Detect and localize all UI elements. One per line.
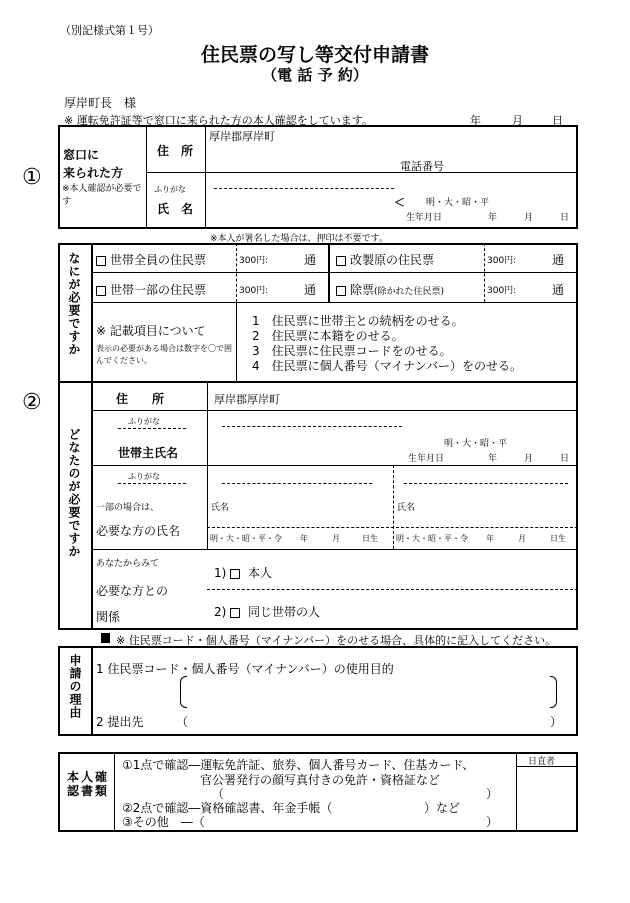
id-docs-line5-close: ） xyxy=(486,815,499,829)
section1-box xyxy=(58,125,578,229)
partial2-day: 日生 xyxy=(550,534,566,543)
visitor-era-bracket: ＜ xyxy=(394,196,405,209)
record-note: 表示の必要がある場合は数字を〇で囲んでください。 xyxy=(96,344,232,365)
partial2-year: 年 xyxy=(486,534,494,543)
id-notice: ※ 運転免許証等で窓口に来られた方の本人確認をしています。 xyxy=(64,114,373,127)
date-year: 年 xyxy=(470,114,481,127)
relation-label-1: あなたからみて xyxy=(96,559,160,569)
item-all-household-unit: 通 xyxy=(304,253,317,267)
who-address-label: 住 所 xyxy=(116,392,165,406)
date-month: 月 xyxy=(512,114,523,127)
householder-era-options[interactable]: 明・大・昭・平 xyxy=(444,439,508,449)
submit-paren-close: ） xyxy=(550,715,563,729)
partial1-month: 月 xyxy=(332,534,340,543)
householder-birth-day: 日 xyxy=(560,454,570,464)
id-docs-line5: ③その他 ―（ xyxy=(122,815,205,829)
section2-number: ② xyxy=(22,390,42,415)
submit-paren-open: （ xyxy=(176,715,189,729)
item-all-household-fee: 300円: xyxy=(239,256,269,266)
id-docs-line2: 官公署発行の顔写真付きの免許・資格証など xyxy=(200,773,441,787)
item-partial-household-unit: 通 xyxy=(304,283,317,297)
visitor-birth-day: 日 xyxy=(560,213,570,223)
item-removed-fee: 300円: xyxy=(487,286,517,296)
reason-purpose: 1 住民票コード・個人番号（マイナンバー）の使用目的 xyxy=(96,662,394,676)
record-heading: ※ 記載項目について xyxy=(96,324,206,338)
partial1-day: 日生 xyxy=(362,534,378,543)
partial-name1-label: 氏名 xyxy=(211,503,230,513)
form-title: 住民票の写し等交付申請書 xyxy=(200,44,429,66)
visitor-address-value[interactable]: 厚岸郡厚岸町 xyxy=(209,130,275,143)
code-note: ※ 住民票コード・個人番号（マイナンバー）をのせる場合、具体的に記入してください。 xyxy=(116,634,557,647)
visitor-id-note: ※本人確認が必要です xyxy=(62,184,142,207)
what-heading: なにが必要ですか xyxy=(67,252,81,356)
item-partial-household[interactable]: 世帯一部の住民票 xyxy=(96,281,206,298)
id-docs-line3-open: （ xyxy=(212,787,225,801)
addressee: 厚岸町長 様 xyxy=(64,96,137,110)
item-partial-household-fee: 300円: xyxy=(239,286,269,296)
checkbox-self[interactable] xyxy=(230,569,240,579)
visitor-heading-2: 来られた方 xyxy=(63,166,124,180)
purpose-bracket-left xyxy=(180,676,187,708)
who-address-value[interactable]: 厚岸郡厚岸町 xyxy=(214,393,280,406)
id-docs-line4-close: ）など xyxy=(424,801,461,815)
partial-label-2: 必要な方の氏名 xyxy=(96,524,181,538)
record-option-4[interactable]: 4 住民票に個人番号（マイナンバー）をのせる。 xyxy=(252,359,522,373)
record-option-1[interactable]: 1 住民票に世帯主との続柄をのせる。 xyxy=(252,314,464,328)
checkbox-original[interactable] xyxy=(336,256,346,266)
date-day: 日 xyxy=(552,114,563,127)
partial2-month: 月 xyxy=(518,534,526,543)
visitor-name-label: 氏 名 xyxy=(157,202,194,216)
checkbox-partial-household[interactable] xyxy=(96,286,106,296)
partial2-era-options[interactable]: 明・大・昭・平・令 xyxy=(396,534,468,543)
checkbox-all-household[interactable] xyxy=(96,256,106,266)
form-subtitle: （電 話 予 約） xyxy=(262,66,368,84)
section1-number: ① xyxy=(22,165,42,190)
reason-heading: 申請の理由 xyxy=(68,654,82,719)
id-docs-line3-close: ） xyxy=(486,787,499,801)
duty-label: 日直者 xyxy=(528,757,556,767)
visitor-era-options[interactable]: 明・大・昭・平 xyxy=(426,198,490,208)
partial1-year: 年 xyxy=(300,534,308,543)
visitor-birth-month: 月 xyxy=(524,213,534,223)
visitor-furigana-label: ふりがな xyxy=(154,185,186,194)
reason-submit-to: 2 提出先 xyxy=(96,715,144,729)
visitor-birth-year: 年 xyxy=(488,213,498,223)
seal-note: ※本人が署名した場合は、押印は不要です。 xyxy=(210,234,388,244)
item-all-household[interactable]: 世帯全員の住民票 xyxy=(96,251,206,268)
purpose-bracket-right xyxy=(550,676,557,708)
relation-option-self[interactable]: 1) 本人 xyxy=(214,566,272,580)
id-docs-heading: 本人確認書類 xyxy=(66,770,109,798)
note-marker-icon xyxy=(101,633,110,643)
item-removed-unit: 通 xyxy=(552,283,565,297)
record-option-2[interactable]: 2 住民票に本籍をのせる。 xyxy=(252,329,404,343)
relation-label-3: 関係 xyxy=(96,610,121,624)
visitor-address-label: 住 所 xyxy=(157,144,194,158)
record-option-3[interactable]: 3 住民票に住民票コードをのせる。 xyxy=(252,344,452,358)
householder-birth-label: 生年月日 xyxy=(408,454,445,464)
partial-label-1: 一部の場合は、 xyxy=(96,503,160,513)
item-original[interactable]: 改製原の住民票 xyxy=(336,251,434,268)
householder-label: 世帯主氏名 xyxy=(118,446,179,460)
relation-option-household[interactable]: 2) 同じ世帯の人 xyxy=(214,605,320,619)
partial-furigana-label: ふりがな xyxy=(128,472,160,481)
form-number: （別記様式第１号） xyxy=(60,24,159,37)
who-heading: どなたのが必要ですか xyxy=(67,428,81,558)
checkbox-household[interactable] xyxy=(230,608,240,618)
id-docs-line1: ①1点で確認―運転免許証、旅券、個人番号カード、住基カード、 xyxy=(122,758,475,772)
relation-label-2: 必要な方との xyxy=(96,584,169,598)
who-furigana-label: ふりがな xyxy=(128,417,160,426)
visitor-phone-label: 電話番号 xyxy=(400,160,444,173)
item-original-fee: 300円: xyxy=(487,256,517,266)
householder-birth-month: 月 xyxy=(524,454,534,464)
householder-birth-year: 年 xyxy=(488,454,498,464)
checkbox-removed[interactable] xyxy=(336,286,346,296)
partial-name2-label: 氏名 xyxy=(397,503,416,513)
partial1-era-options[interactable]: 明・大・昭・平・令 xyxy=(210,534,282,543)
item-removed[interactable]: 除票(除かれた住民票) xyxy=(336,281,444,298)
item-original-unit: 通 xyxy=(552,253,565,267)
visitor-heading-1: 窓口に xyxy=(63,148,100,162)
id-docs-line4: ②2点で確認―資格確認書、年金手帳（ xyxy=(122,801,333,815)
visitor-birth-label: 生年月日 xyxy=(406,213,443,223)
